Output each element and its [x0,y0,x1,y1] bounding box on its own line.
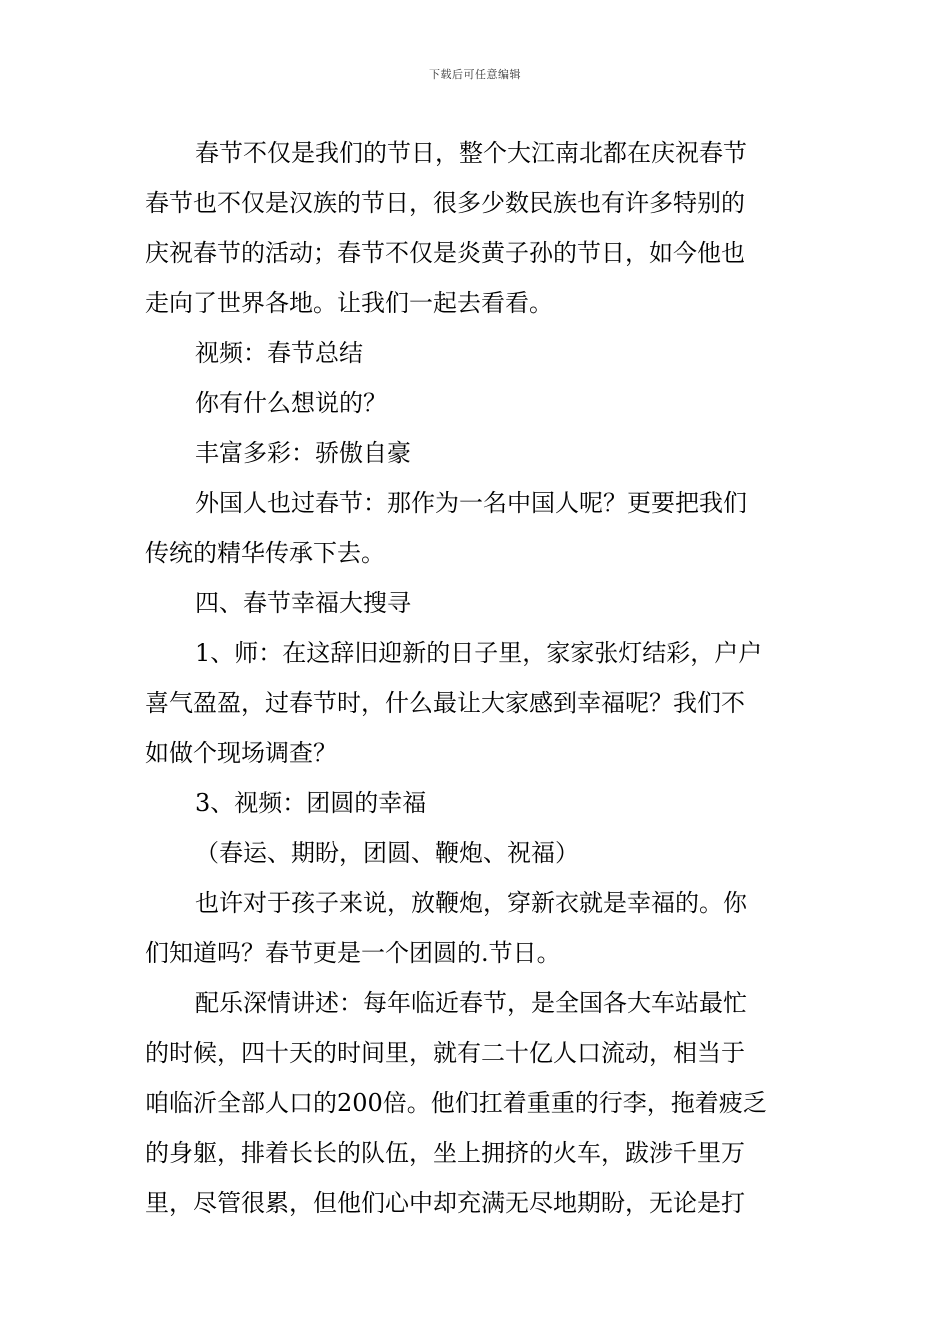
text-line: 也许对于孩子来说，放鞭炮，穿新衣就是幸福的。你 [195,889,747,917]
text-line: 你有什么想说的？ [195,389,387,417]
text-line: 传统的精华传承下去。 [145,539,385,567]
body-text [145,128,810,1228]
text-line: （春运、期盼，团圆、鞭炮、祝福） [195,839,579,867]
text-line: 们知道吗？春节更是一个团圆的.节日。 [145,939,561,967]
text-line: 外国人也过春节：那作为一名中国人呢？更要把我们 [195,489,747,517]
text-line: 丰富多彩：骄傲自豪 [195,439,411,467]
section-heading: 四、春节幸福大搜寻 [195,589,411,617]
text-line: 里，尽管很累，但他们心中却充满无尽地期盼，无论是打 [145,1189,745,1217]
text-line: 的身躯，排着长长的队伍，坐上拥挤的火车，跋涉千里万 [145,1139,745,1167]
text-line: 咱临沂全部人口的200倍。他们扛着重重的行李，拖着疲乏 [145,1089,767,1117]
text-line: 走向了世界各地。让我们一起去看看。 [145,289,553,317]
text-line: 3、视频：团圆的幸福 [195,789,427,817]
text-line: 1、师：在这辞旧迎新的日子里，家家张灯结彩，户户 [195,639,763,667]
text-line: 庆祝春节的活动；春节不仅是炎黄子孙的节日，如今他也 [145,239,745,267]
header-note: 下载后可任意编辑 [429,68,521,81]
text-line: 春节也不仅是汉族的节日，很多少数民族也有许多特别的 [145,189,745,217]
text-line: 的时候，四十天的时间里，就有二十亿人口流动，相当于 [145,1039,745,1067]
text-line: 如做个现场调查？ [145,739,337,767]
text-line: 春节不仅是我们的节日，整个大江南北都在庆祝春节 [195,139,747,167]
text-line: 喜气盈盈，过春节时，什么最让大家感到幸福呢？我们不 [145,689,745,717]
text-line: 视频：春节总结 [195,339,363,367]
text-line: 配乐深情讲述：每年临近春节，是全国各大车站最忙 [195,989,747,1017]
